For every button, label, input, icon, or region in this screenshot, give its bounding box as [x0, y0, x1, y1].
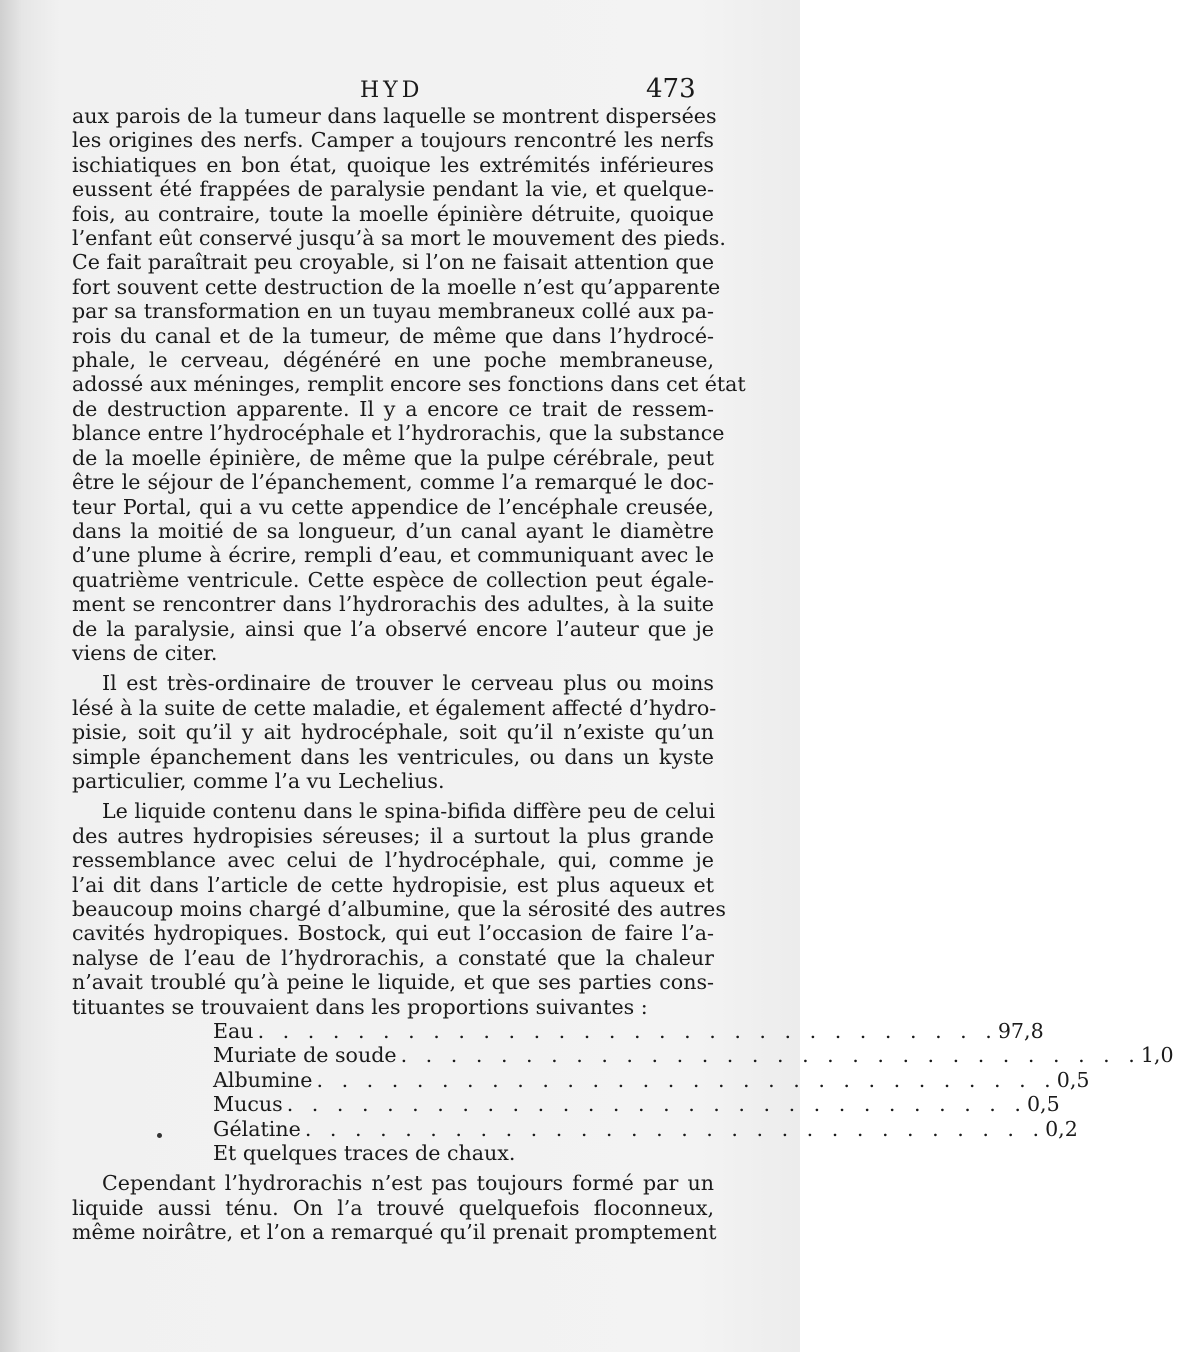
text-line: eussent été frappées de paralysie pendant la vie, et quelque-	[72, 177, 714, 202]
text-line: simple épanchement dans les ventricules, ou dans un kyste	[72, 744, 714, 769]
text-line: adossé aux méninges, remplit encore ses fonctions dans cet état	[72, 372, 746, 397]
text-line: Il est très-ordinaire de trouver le cerveau plus ou moins	[102, 671, 714, 696]
paragraph-3	[72, 799, 726, 1019]
text-line: des autres hydropisies séreuses; il a surtout la plus grande	[72, 823, 714, 848]
text-line: fois, au contraire, toute la moelle épinière détruite, quoique	[72, 201, 714, 226]
text-line: Ce fait paraîtrait peu croyable, si l’on ne faisait attention que	[72, 250, 714, 275]
paragraph-2	[72, 671, 717, 793]
component-value: 1,0	[1140, 1043, 1174, 1068]
text-line: Cependant l’hydrorachis n’est pas toujours formé par un	[102, 1171, 714, 1196]
text-line: pisie, soit qu’il y ait hydrocéphale, soit qu’il n’existe qu’un	[72, 720, 714, 745]
paragraph-1	[72, 104, 746, 665]
text-line: de la moelle épinière, de même que la pulpe cérébrale, peut	[72, 445, 714, 470]
composition-table	[213, 1019, 1174, 1141]
text-line: rois du canal et de la tumeur, de même que dans l’hydrocé-	[72, 323, 714, 348]
text-line: l’enfant eût conservé jusqu’à sa mort le mouvement des pieds.	[72, 226, 726, 251]
text-line: nalyse de l’eau de l’hydrorachis, a constaté que la chaleur	[72, 945, 714, 970]
text-line: viens de citer.	[72, 640, 218, 665]
text-line: n’avait troublé qu’à peine le liquide, et que ses parties cons-	[72, 970, 714, 995]
text-line: quatrième ventricule. Cette espèce de collection peut égale-	[72, 567, 714, 592]
component-name: Eau	[213, 1019, 254, 1044]
text-line: ressemblance avec celui de l’hydrocéphale, qui, comme je	[72, 848, 714, 873]
component-value: 97,8	[997, 1019, 1044, 1044]
text-line: les origines des nerfs. Camper a toujours rencontré les nerfs	[72, 128, 714, 153]
text-line: blance entre l’hydrocéphale et l’hydrorachis, que la substance	[72, 421, 725, 446]
text-line: aux parois de la tumeur dans laquelle se montrent dispersées	[72, 104, 717, 128]
text-line: être le séjour de l’épanchement, comme l’a remarqué le doc-	[72, 470, 714, 495]
running-head: HYD	[360, 78, 424, 103]
leader-dots: . . . . . . . . . . . . . . . . . . . . . . . . . . . . . .	[316, 1067, 1057, 1092]
page-number: 473	[646, 74, 696, 104]
text-line: beaucoup moins chargé d’albumine, que la sérosité des autres	[72, 897, 726, 921]
component-name: Gélatine	[213, 1116, 301, 1141]
table-row	[213, 1019, 1044, 1044]
text-line: par sa transformation en un tuyau membraneux collé aux pa-	[72, 299, 714, 324]
component-name: Albumine	[213, 1067, 313, 1092]
text-line: même noirâtre, et l’on a remarqué qu’il prenait promptement	[72, 1220, 717, 1245]
page-body	[72, 104, 1174, 1245]
text-line: d’une plume à écrire, rempli d’eau, et communiquant avec le	[72, 543, 714, 568]
text-line: liquide aussi ténu. On l’a trouvé quelquefois floconneux,	[72, 1195, 714, 1220]
component-value: 0,5	[1026, 1092, 1060, 1117]
page-header	[0, 74, 800, 108]
component-value: 0,5	[1056, 1067, 1090, 1092]
component-name: Muriate de soude	[213, 1043, 397, 1068]
leader-dots: . . . . . . . . . . . . . . . . . . . . . . . . . . . . . .	[257, 1019, 998, 1044]
table-row	[213, 1116, 1078, 1141]
text-line: l’ai dit dans l’article de cette hydropisie, est plus aqueux et	[72, 872, 714, 897]
text-line: Le liquide contenu dans le spina-bifida diffère peu de celui	[102, 799, 716, 824]
text-line: de destruction apparente. Il y a encore ce trait de ressem-	[72, 396, 714, 421]
component-value: 0,2	[1045, 1116, 1078, 1141]
paragraph-4	[72, 1171, 717, 1245]
stray-ink-dot	[157, 1133, 162, 1138]
text-line: lésé à la suite de cette maladie, et également affecté d’hydro-	[72, 695, 717, 720]
text-line: ischiatiques en bon état, quoique les extrémités inférieures	[72, 152, 714, 177]
text-line: cavités hydropiques. Bostock, qui eut l’occasion de faire l’a-	[72, 921, 714, 946]
leader-dots: . . . . . . . . . . . . . . . . . . . . . . . . . . . . . .	[286, 1092, 1027, 1117]
table-row	[213, 1043, 1174, 1068]
text-line: particulier, comme l’a vu Lechelius.	[72, 768, 445, 793]
text-line: fort souvent cette destruction de la moelle n’est qu’apparente	[72, 274, 721, 299]
text-line: teur Portal, qui a vu cette appendice de l’encéphale creusée,	[72, 494, 714, 519]
text-line: phale, le cerveau, dégénéré en une poche membraneuse,	[72, 348, 714, 373]
text-line: tituantes se trouvaient dans les proportions suivantes :	[72, 994, 648, 1019]
leader-dots: . . . . . . . . . . . . . . . . . . . . . . . . . . . . . .	[304, 1116, 1046, 1141]
table-row	[213, 1067, 1090, 1092]
text-line: de la paralysie, ainsi que l’a observé encore l’auteur que je	[72, 616, 714, 641]
text-line: dans la moitié de sa longueur, d’un canal ayant le diamètre	[72, 518, 714, 543]
table-row	[213, 1092, 1060, 1117]
table-note: Et quelques traces de chaux.	[213, 1140, 516, 1165]
component-name: Mucus	[213, 1092, 283, 1117]
leader-dots: . . . . . . . . . . . . . . . . . . . . . . . . . . . . . .	[400, 1043, 1141, 1068]
text-line: ment se rencontrer dans l’hydrorachis des adultes, à la suite	[72, 592, 714, 617]
